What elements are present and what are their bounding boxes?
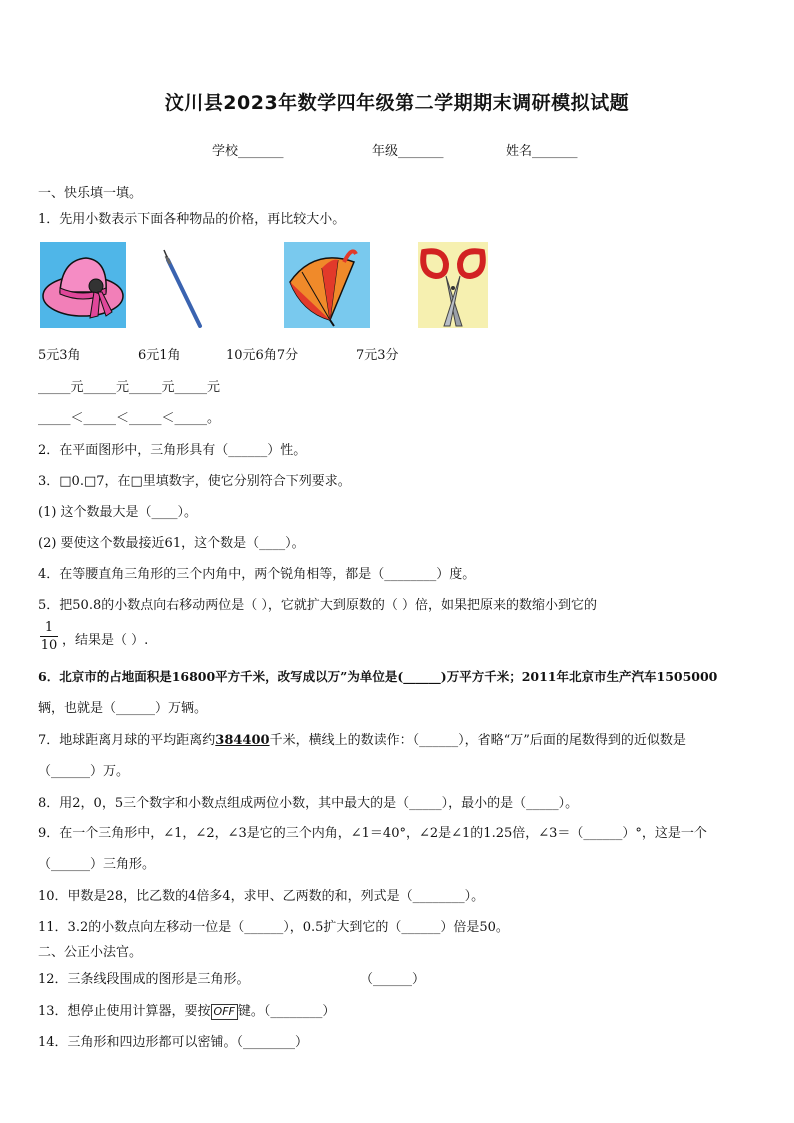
grade-field: 年级_______ — [372, 144, 444, 159]
question-10: 10．甲数是28，比乙数的4倍多4，求甲、乙两数的和，列式是（________）。 — [38, 889, 485, 904]
question-5-line-2: ，结果是（ ）. — [62, 633, 149, 648]
q7-underlined-number: 384400 — [215, 733, 270, 748]
question-9-line-1: 9．在一个三角形中，∠1，∠2，∠3是它的三个内角，∠1＝40°，∠2是∠1的1.25倍，∠3＝（______）°，这是一个 — [38, 826, 707, 841]
q1-blanks-compare: _____＜_____＜_____＜_____。 — [38, 411, 221, 426]
question-3: 3．□0.□7，在□里填数字，使它分别符合下列要求。 — [38, 474, 351, 489]
question-2: 2．在平面图形中，三角形具有（______）性。 — [38, 443, 307, 458]
question-12: 12．三条线段围成的图形是三角形。 — [38, 972, 250, 987]
name-field: 姓名_______ — [506, 144, 578, 159]
school-field: 学校_______ — [212, 144, 284, 159]
question-1: 1．先用小数表示下面各种物品的价格，再比较大小。 — [38, 212, 346, 227]
price-pen: 6元1角 — [138, 348, 181, 363]
page-title: 汶川县2023年数学四年级第二学期期末调研模拟试题 — [164, 92, 630, 114]
fraction-denominator: 10 — [40, 638, 58, 653]
q7-text-a: 7．地球距离月球的平均距离约 — [38, 733, 216, 748]
umbrella-image — [284, 242, 370, 328]
scissors-image — [418, 242, 488, 328]
question-7-line-1 — [38, 729, 686, 748]
off-key-icon: OFF — [211, 1004, 238, 1020]
question-14: 14．三角形和四边形都可以密铺。（________） — [38, 1035, 309, 1050]
price-umbrella: 10元6角7分 — [226, 348, 299, 363]
q13-text-b: 键。（________） — [237, 1004, 336, 1019]
q13-text-a: 13．想停止使用计算器，要按 — [38, 1004, 211, 1019]
price-scissors: 7元3分 — [356, 348, 399, 363]
question-12-blank: （______） — [360, 972, 426, 987]
question-6-line-2: 辆，也就是（______）万辆。 — [38, 701, 208, 716]
q1-blanks-yuan: _____元_____元_____元_____元 — [38, 380, 221, 395]
question-3-part-2: (2) 要使这个数最接近61，这个数是（____）。 — [38, 536, 305, 551]
question-6-line-1: 6．北京市的占地面积是16800平方千米，改写成以万”为单位是(______)万平方千米；2011年北京市生产汽车1505000 — [38, 669, 718, 684]
question-8: 8．用2，0，5三个数字和小数点组成两位小数，其中最大的是（_____），最小的是（_____）。 — [38, 796, 579, 811]
question-13 — [38, 1000, 335, 1020]
question-3-part-1: (1) 这个数最大是（____）。 — [38, 505, 198, 520]
question-7-line-2: （______）万。 — [38, 764, 130, 779]
fraction-one-tenth — [40, 620, 58, 655]
price-hat: 5元3角 — [38, 348, 81, 363]
question-4: 4．在等腰直角三角形的三个内角中，两个锐角相等，都是（________）度。 — [38, 567, 476, 582]
question-9-line-2: （______）三角形。 — [38, 857, 156, 872]
section-2-heading: 二、公正小法官。 — [38, 945, 143, 960]
q7-text-b: 千米，横线上的数读作：（______），省略“万”后面的尾数得到的近似数是 — [269, 733, 686, 748]
hat-image — [40, 242, 126, 328]
section-1-heading: 一、快乐填一填。 — [38, 186, 143, 201]
fraction-numerator: 1 — [44, 620, 54, 635]
question-5-line-1: 5．把50.8的小数点向右移动两位是（ ），它就扩大到原数的（ ）倍，如果把原来的数缩小到它的 — [38, 598, 597, 613]
question-11: 11．3.2的小数点向左移动一位是（______），0.5扩大到它的（______）倍是50。 — [38, 920, 509, 935]
pen-image — [160, 242, 246, 328]
